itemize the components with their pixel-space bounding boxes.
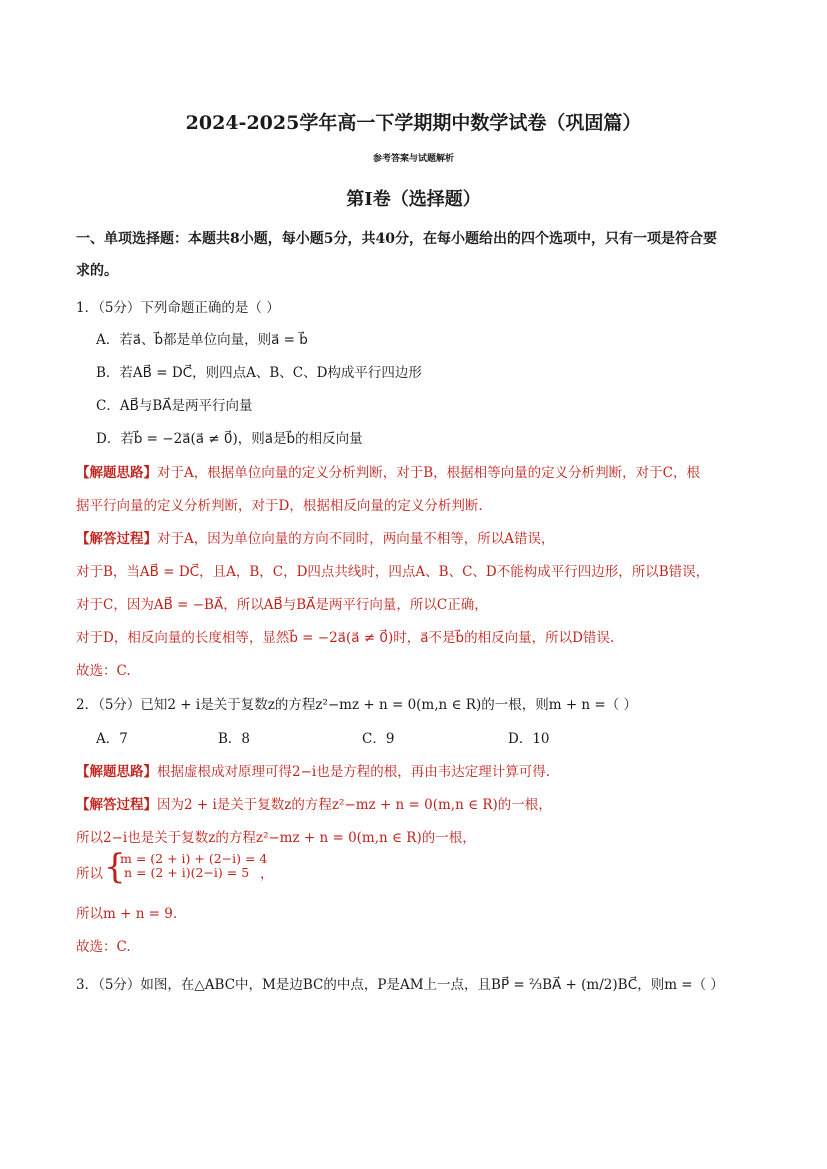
q2-answer: 故选：C.	[76, 939, 131, 955]
q1-idea-tag: 【解题思路】	[76, 465, 157, 481]
q2-system-comma: ，	[260, 866, 274, 882]
q1-option-d: D．若b⃗ = −2a⃗(a⃗ ≠ 0⃗)，则a⃗是b⃗的相反向量	[96, 431, 363, 447]
part-heading: 第Ⅰ卷（选择题）	[346, 189, 481, 210]
page-title: 2024-2025学年高一下学期期中数学试卷（巩固篇）	[185, 112, 642, 134]
section-heading-line2: 求的。	[76, 263, 118, 279]
q2-proc-line4: 所以m + n = 9.	[76, 906, 178, 922]
q3-stem: 3．（5分）如图，在△ABC中，M是边BC的中点，P是AM上一点，且BP⃗ = ⅔BA⃗ + (m/2)BC⃗，则m =（ ）	[76, 977, 724, 993]
q2-system-eq2: n = (2 + i)(2−i) = 5	[124, 865, 250, 880]
q2-option-a: A．7	[96, 731, 128, 747]
q2-proc-tag: 【解答过程】	[76, 797, 157, 813]
q1-option-b: B．若AB⃗ = DC⃗，则四点A、B、C、D构成平行四边形	[96, 365, 422, 381]
q2-proc-line1	[76, 793, 552, 813]
q2-option-d: D．10	[508, 731, 550, 747]
q2-brace: {	[104, 847, 126, 887]
page-subtitle: 参考答案与试题解析	[372, 154, 454, 164]
q1-proc-line1	[76, 527, 555, 547]
q2-option-b: B．8	[218, 731, 251, 747]
q1-idea-line1	[76, 461, 700, 481]
q2-proc-so: 所以	[76, 866, 103, 882]
q2-stem: 2．（5分）已知2 + i是关于复数z的方程z²−mz + n = 0(m,n ∈ R)的一根，则m + n =（ ）	[76, 697, 638, 713]
q1-proc-line3: 对于C，因为AB⃗ = −BA⃗，所以AB⃗与BA⃗是两平行向量，所以C正确，	[76, 597, 488, 613]
q1-stem: 1．（5分）下列命题正确的是（ ）	[76, 300, 280, 316]
q1-proc-line2: 对于B，当AB⃗ = DC⃗，且A，B，C，D四点共线时，四点A、B、C、D不能构成平行四边形，所以B错误，	[76, 564, 710, 580]
q2-idea-line1	[76, 760, 550, 780]
q1-proc-line4: 对于D，相反向量的长度相等，显然b⃗ = −2a⃗(a⃗ ≠ 0⃗)时，a⃗不是b⃗的相反向量，所以D错误.	[76, 630, 615, 646]
q2-system-eq1: m = (2 + i) + (2−i) = 4	[120, 851, 268, 866]
q1-option-a: A．若a⃗、b⃗都是单位向量，则a⃗ = b⃗	[96, 332, 308, 348]
q1-idea-text: 对于A，根据单位向量的定义分析判断，对于B，根据相等向量的定义分析判断，对于C，根	[157, 465, 700, 481]
q1-option-c: C．AB⃗与BA⃗是两平行向量	[96, 398, 253, 414]
q1-proc-tag: 【解答过程】	[76, 531, 157, 547]
q1-answer: 故选：C.	[76, 663, 131, 679]
section-heading-line1: 一、单项选择题：本题共8小题，每小题5分，共40分，在每小题给出的四个选项中，只有一项是符合要	[76, 231, 717, 247]
q2-option-c: C．9	[362, 731, 395, 747]
q2-idea-tag: 【解题思路】	[76, 764, 157, 780]
q2-proc-text: 因为2 + i是关于复数z的方程z²−mz + n = 0(m,n ∈ R)的一根，	[157, 797, 552, 813]
q1-proc-text: 对于A，因为单位向量的方向不同时，两向量不相等，所以A错误，	[157, 531, 555, 547]
q2-idea-text: 根据虚根成对原理可得2−i也是方程的根，再由韦达定理计算可得.	[157, 764, 551, 780]
q1-idea-line2: 据平行向量的定义分析判断，对于D，根据相反向量的定义分析判断.	[76, 498, 483, 514]
q2-system	[120, 852, 267, 880]
q2-proc-line2: 所以2−i也是关于复数z的方程z²−mz + n = 0(m,n ∈ R)的一根，	[76, 830, 476, 846]
